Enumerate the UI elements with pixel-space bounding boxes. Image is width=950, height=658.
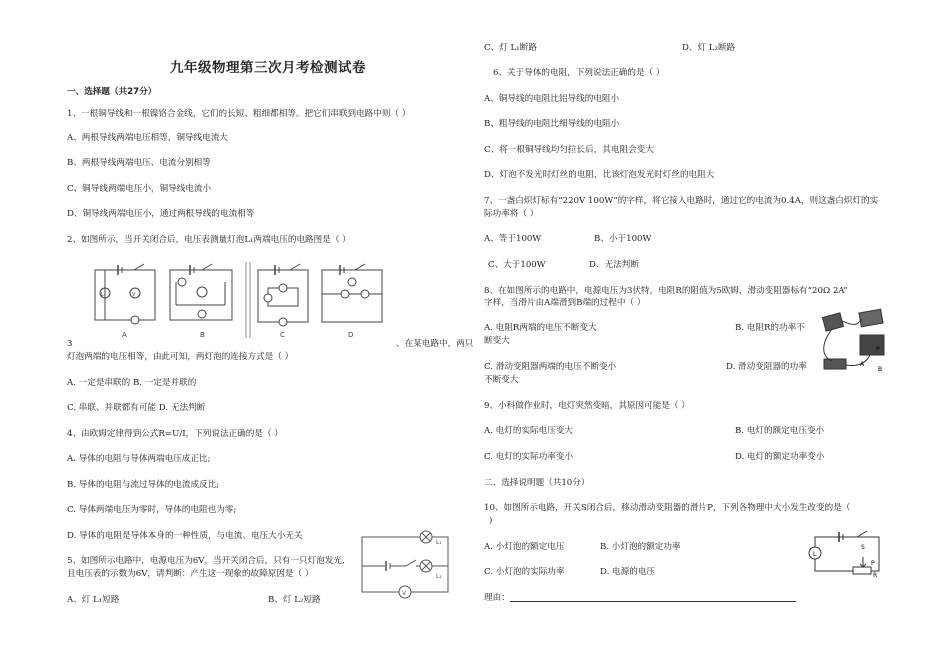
q5-option-a: A、灯 L₁短路: [67, 595, 120, 605]
q10-stem-line2: ): [489, 516, 493, 526]
q8-fig-p-label: P: [876, 346, 880, 353]
q1-option-d: D、铜导线两端电压小，通过两根导线的电流相等: [67, 209, 255, 219]
q4-option-a: A. 导体的电阻与导体两端电压成正比;: [67, 454, 211, 464]
q6-option-c: C、将一根铜导线均匀拉长后，其电阻会变大: [484, 145, 654, 155]
q9-option-c: C. 电灯的实际功率变小: [484, 452, 574, 462]
q5-fig-l1-label: L₁: [436, 539, 442, 546]
q2-stem: 2、如图所示，当开关闭合后，电压表测量灯泡L₁两端电压的电路图是（ ）: [67, 235, 351, 245]
q8-option-a: A. 电阻R两端的电压不断变大: [484, 323, 597, 333]
q5-option-b: B、灯 L₂短路: [268, 595, 321, 605]
q2-circuit-d: [322, 264, 382, 322]
q2-label-b: B: [200, 331, 205, 339]
q7-option-b: B、小于100W: [594, 234, 652, 244]
q8-fig-b-label: B: [878, 366, 883, 373]
q8-option-d-cont: 不断变大: [484, 375, 519, 385]
q3-options-cd: C. 串联、并联都有可能 D. 无法判断: [67, 403, 206, 413]
q10-fig-l-label: L: [813, 551, 817, 558]
q10-fig-s-label: S: [861, 544, 865, 551]
section-1-heading: 一、选择题（共27分）: [67, 87, 157, 97]
q8-apparatus-figure: [818, 305, 888, 377]
q3-number: 3: [67, 339, 73, 349]
q3-stem-line2: 灯泡两端的电压相等，由此可知，两灯泡的连接方式是（ ）: [67, 352, 294, 362]
q5-stem-line2: 且电压表的示数为6V，请判断：产生这一现象的故障原因是（ ）: [67, 569, 314, 579]
q10-fig-r-label: R: [873, 572, 878, 579]
q5-option-c: C、灯 L₁断路: [484, 43, 537, 53]
q4-option-c: C. 导体两端电压为零时，导体的电阻也为零;: [67, 505, 237, 515]
q8-stem-line2: 字样，当滑片由A端滑到B端的过程中（ ）: [484, 298, 646, 308]
q7-stem-line2: 际功率将（ ）: [484, 209, 539, 219]
q2-meter-label: V: [132, 292, 136, 298]
q3-stem-tail: 、在某电路中，两只: [396, 339, 474, 349]
q8-option-d: D. 滑动变阻器的功率: [726, 362, 807, 372]
q8-stem-line1: 8、在如图所示的电路中，电源电压为3伏特，电阻R的阻值为5欧姆，滑动变阻器标有“20Ω 2A”: [484, 286, 848, 296]
section-2-heading: 二、选择说明题（共10分）: [484, 478, 590, 488]
q10-fig-p-label: P: [871, 560, 875, 567]
q7-stem-line1: 7、一盏白炽灯标有“220V 100W”的字样，将它接入电路时，通过它的电流为0.4A，则这盏白炽灯的实: [484, 196, 879, 206]
q1-stem: 1、一根铜导线和一根镍铬合金线，它们的长短、粗细都相等。把它们串联到电路中则（ ）: [67, 109, 411, 119]
q8-option-c: C. 滑动变阻器两端的电压不断变小: [484, 362, 617, 372]
q4-stem: 4、由欧姆定律得到公式R=U/I，下列说法正确的是（ ）: [67, 429, 283, 439]
q5-circuit-figure: [356, 527, 454, 605]
q5-fig-l2-label: L₂: [436, 573, 442, 580]
q2-label-d: D: [348, 331, 354, 339]
q9-option-d: D. 电灯的额定功率变小: [735, 452, 825, 462]
q9-option-a: A. 电灯的实际电压变大: [484, 426, 574, 436]
q8-option-b: B. 电阻R的功率不: [735, 323, 805, 333]
q10-option-a: A. 小灯泡的额定电压: [484, 542, 565, 552]
q5-option-d: D、灯 L₂断路: [682, 43, 736, 53]
page-title: 九年级物理第三次月考检测试卷: [170, 60, 366, 76]
q10-reason-answer-line: [510, 601, 796, 602]
q4-option-b: B. 导体的电阻与流过导体的电流成反比;: [67, 480, 220, 490]
q1-option-b: B、两根导线两端电压、电流分别相等: [67, 158, 211, 168]
q8-option-b-cont: 断变大: [484, 336, 510, 346]
q2-circuit-b: [170, 264, 232, 320]
q4-option-d: D. 导体的电阻是导体本身的一种性质，与电流、电压大小无关: [67, 531, 303, 541]
q6-option-a: A、铜导线的电阻比铝导线的电阻小: [484, 94, 620, 104]
q8-fig-a-label: A: [860, 361, 865, 368]
q2-lamp-label: L₁: [101, 292, 106, 298]
q6-stem: 6、关于导体的电阻，下列说法正确的是（ ）: [493, 68, 665, 78]
q10-stem-line1: 10、如图所示电路，开关S闭合后，移动滑动变阻器的滑片P，下列各物理中大小发生改变的是（: [484, 503, 851, 513]
q3-options-ab: A. 一定是串联的 B. 一定是并联的: [67, 378, 197, 388]
q7-option-c: C、大于100W: [488, 260, 546, 270]
q2-circuit-figure: [90, 260, 390, 342]
q10-option-d: D. 电源的电压: [600, 567, 656, 577]
q9-stem: 9、小科做作业时，电灯突然变暗，其原因可能是（ ）: [484, 401, 690, 411]
q9-option-b: B. 电灯的额定电压变小: [735, 426, 825, 436]
q7-option-a: A、等于100W: [484, 234, 542, 244]
q10-circuit-figure: [805, 527, 885, 579]
q5-stem-line1: 5、如图所示电路中，电源电压为6V，当开关闭合后，只有一只灯泡发光,: [67, 556, 345, 566]
q10-option-b: B. 小灯泡的额定功率: [600, 542, 681, 552]
q1-option-c: C、铜导线两端电压小，铜导线电流小: [67, 184, 212, 194]
q1-option-a: A、两根导线两端电压相等，铜导线电流大: [67, 133, 228, 143]
q5-fig-v-label: V: [402, 590, 407, 597]
q6-option-d: D、灯泡不发光时灯丝的电阻，比该灯泡发光时灯丝的电阻大: [484, 170, 715, 180]
q2-label-c: C: [280, 331, 285, 339]
q2-label-a: A: [122, 331, 127, 339]
q6-option-b: B、粗导线的电阻比细导线的电阻小: [484, 119, 620, 129]
q7-option-d: D、无法判断: [589, 260, 639, 270]
q10-option-c: C. 小灯泡的实际功率: [484, 567, 565, 577]
q2-circuit-c: [258, 264, 308, 326]
q10-reason-label: 理由：: [484, 593, 510, 603]
